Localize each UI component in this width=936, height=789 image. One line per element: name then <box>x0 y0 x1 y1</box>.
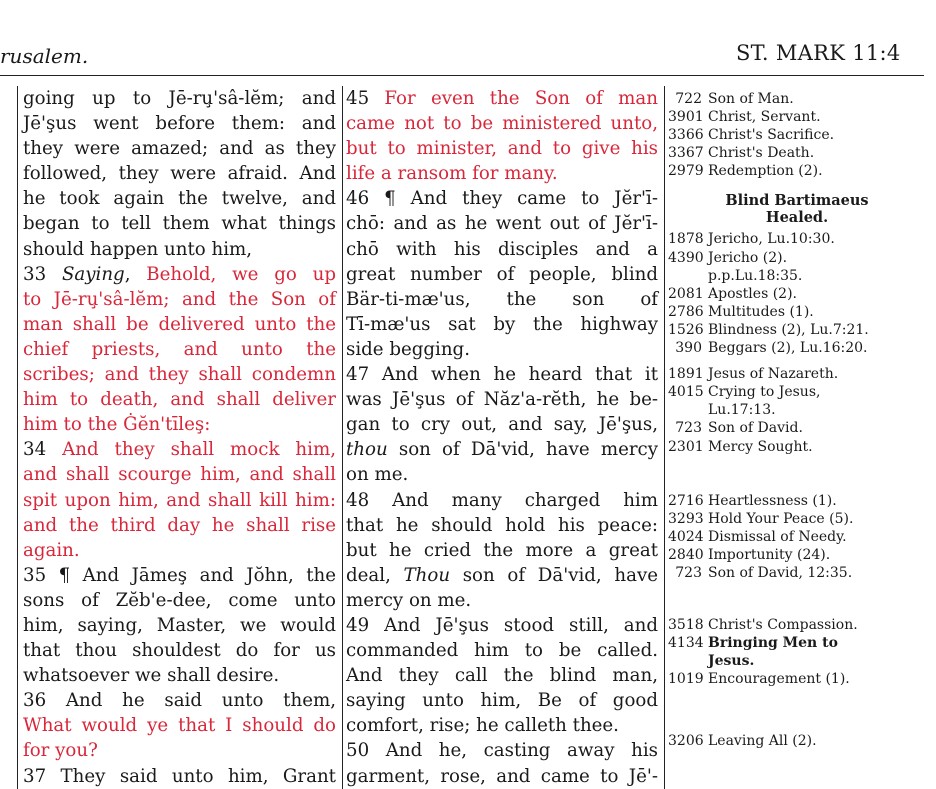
text-line: gan to cry out, and say, Jē'şus, <box>346 414 658 436</box>
section-heading: Blind Bartimaeus Healed. <box>725 192 869 227</box>
text-line: that he should hold his peace: <box>346 514 658 536</box>
topic-number: 2786 <box>668 303 704 320</box>
topic-number: 4390 <box>668 249 704 266</box>
text-line: commanded him to be called. <box>346 640 658 662</box>
ref-group-2 <box>668 230 926 357</box>
text-line: scribes; and they shall condemn <box>23 364 336 386</box>
topic-number: 3206 <box>668 733 704 750</box>
ref-group-3 <box>668 365 926 455</box>
text-line: saying unto him, Be of good <box>346 690 658 712</box>
topic-reference <box>668 365 926 383</box>
topic-reference <box>668 230 926 248</box>
ref-group-4 <box>668 492 926 582</box>
topic-reference <box>668 419 926 437</box>
topic-label: Apostles (2). <box>708 285 797 302</box>
text-line: 35 ¶ And Jāmeş and Jŏhn, the <box>23 564 336 586</box>
text-line: and shall scourge him, and shall <box>23 464 336 486</box>
topic-label: Christ's Compassion. <box>708 617 858 634</box>
ref-group-6 <box>668 732 926 750</box>
topic-number: 3901 <box>668 109 704 126</box>
topic-label: p.p.Lu.18:35. <box>708 267 803 284</box>
topic-label: Mercy Sought. <box>708 438 813 455</box>
topic-label: Crying to Jesus, <box>708 384 821 401</box>
text-line: him to death, and shall deliver <box>23 389 336 411</box>
topic-label: Jericho (2). <box>708 249 788 266</box>
text-line: 50 And he, casting away his <box>346 740 658 762</box>
text-line: chief priests, and unto the <box>23 338 336 360</box>
reference-column <box>668 90 926 751</box>
topic-number: 3367 <box>668 145 704 162</box>
text-line: should happen unto him, <box>23 238 253 260</box>
topic-label: Jericho, Lu.10:30. <box>708 231 835 248</box>
topic-label: Encouragement (1). <box>708 671 850 688</box>
topic-reference <box>668 616 926 634</box>
text-line: man shall be delivered unto the <box>23 313 336 335</box>
text-line: to Jē-ru̧'sâ-lĕm; and the Son of <box>23 288 336 310</box>
topic-label: Leaving All (2). <box>708 733 817 750</box>
text-line: And they call the blind man, <box>346 665 658 687</box>
topic-label: Son of David, 12:35. <box>708 564 853 581</box>
topic-reference <box>668 126 926 144</box>
topic-reference <box>668 546 926 564</box>
topic-number: 2081 <box>668 285 704 302</box>
text-line: Jē'şus went before them: and <box>23 113 336 135</box>
topic-reference <box>668 383 926 401</box>
text-line: began to tell them what things <box>23 213 336 235</box>
topic-label: Christ's Death. <box>708 145 815 162</box>
topic-number: 1878 <box>668 231 704 248</box>
ref-group-1 <box>668 90 926 180</box>
text-line: they were amazed; and as they <box>23 138 336 160</box>
running-head-left: rusalem. <box>0 44 89 68</box>
topic-reference <box>668 634 926 652</box>
text-line: chō: and as he went out of Jĕr'ī- <box>346 213 658 235</box>
column-rule-left <box>17 86 18 789</box>
text-line: going up to Jē-ru̧'sâ-lĕm; and <box>23 88 336 109</box>
text-line: thou son of Dā'vid, have mercy <box>346 439 658 461</box>
topic-label: Multitudes (1). <box>708 303 814 320</box>
text-line: 46 ¶ And they came to Jĕr'ī- <box>346 188 658 210</box>
text-line: came not to be ministered unto, <box>346 113 658 135</box>
topic-label: Importunity (24). <box>708 546 831 563</box>
header-rule <box>0 75 924 76</box>
text-line: 47 And when he heard that it <box>346 364 658 386</box>
text-line: 49 And Jē'şus stood still, and <box>346 614 658 636</box>
topic-label: Blindness (2), Lu.7:21. <box>708 321 869 338</box>
topic-label: Dismissal of Needy. <box>708 528 847 545</box>
topic-label: Christ's Sacrifice. <box>708 127 835 144</box>
text-line: on me. <box>346 464 409 486</box>
topic-number: 1891 <box>668 366 704 383</box>
topic-number: 2979 <box>668 163 704 180</box>
topic-reference <box>668 339 926 357</box>
topic-reference <box>668 401 926 419</box>
topic-reference <box>668 144 926 162</box>
topic-label: Redemption (2). <box>708 163 823 180</box>
text-line: 34 And they shall mock him, <box>23 439 336 461</box>
text-line: spit upon him, and shall kill him: <box>23 489 336 511</box>
text-line: he took again the twelve, and <box>23 188 336 210</box>
text-line: What would ye that I should do <box>23 715 336 737</box>
topic-label: Christ, Servant. <box>708 109 821 126</box>
text-line: and the third day he shall rise <box>23 514 336 536</box>
topic-number: 3366 <box>668 127 704 144</box>
topic-number: 3518 <box>668 617 704 634</box>
topic-number: 2716 <box>668 492 704 509</box>
topic-reference <box>668 652 926 670</box>
topic-number: 2301 <box>668 438 704 455</box>
text-line: followed, they were afraid. And <box>23 163 336 185</box>
text-line: him, saying, Master, we would <box>23 614 336 636</box>
text-line: chō with his disciples and a <box>346 238 658 260</box>
text-line: life a ransom for many. <box>346 163 558 185</box>
topic-label: Jesus of Nazareth. <box>708 366 839 383</box>
topic-label: Beggars (2), Lu.16:20. <box>708 340 868 357</box>
topic-reference <box>668 438 926 456</box>
topic-number: 390 <box>675 340 702 357</box>
text-line: side begging. <box>346 338 470 360</box>
topic-reference <box>668 90 926 108</box>
topic-reference <box>668 162 926 180</box>
topic-number: 3293 <box>668 510 704 527</box>
topic-reference <box>668 510 926 528</box>
topic-label: Hold Your Peace (5). <box>708 510 854 527</box>
topic-label: Bringing Men to <box>708 635 838 652</box>
topic-reference <box>668 492 926 510</box>
text-line: 33 Saying, Behold, we go up <box>23 263 336 285</box>
text-line: garment, rose, and came to Jē'- <box>346 765 658 787</box>
ref-group-5 <box>668 616 926 688</box>
topic-label: Son of Man. <box>708 91 794 107</box>
column-rule-middle <box>342 86 343 789</box>
text-column-1 <box>23 86 336 789</box>
topic-number: 1526 <box>668 321 704 338</box>
topic-reference <box>668 528 926 546</box>
topic-number: 722 <box>675 91 702 107</box>
topic-reference <box>668 249 926 267</box>
topic-reference <box>668 670 926 688</box>
topic-number: 723 <box>675 420 702 437</box>
topic-label: Jesus. <box>708 653 755 670</box>
topic-reference <box>668 321 926 339</box>
topic-reference <box>668 285 926 303</box>
column-rule-right <box>664 86 665 789</box>
topic-label: Lu.17:13. <box>708 402 776 419</box>
text-line: him to the Ġĕn'tīleş: <box>23 414 211 436</box>
topic-reference <box>668 267 926 285</box>
text-line: Bär-ti-mæ'us, the son of <box>346 288 658 310</box>
topic-label: Son of David. <box>708 420 803 437</box>
text-line: great number of people, blind <box>346 263 658 285</box>
text-line: again. <box>23 539 80 561</box>
topic-number: 1019 <box>668 671 704 688</box>
text-line: but he cried the more a great <box>346 539 658 561</box>
text-line: that thou shouldest do for us <box>23 640 336 662</box>
topic-reference <box>668 564 926 582</box>
topic-number: 4134 <box>668 635 704 652</box>
text-column-2 <box>346 86 658 789</box>
text-line: deal, Thou son of Dā'vid, have <box>346 564 658 586</box>
text-line: was Jē'şus of Năz'a-rĕth, he be- <box>346 389 658 411</box>
text-line: 48 And many charged him <box>346 489 658 511</box>
text-line: whatsoever we shall desire. <box>23 665 280 687</box>
topic-number: 2840 <box>668 546 704 563</box>
topic-number: 4024 <box>668 528 704 545</box>
topic-reference <box>668 303 926 321</box>
text-line: 45 For even the Son of man <box>346 88 658 109</box>
topic-label: Heartlessness (1). <box>708 492 837 509</box>
running-head-right: ST. MARK 11:4 <box>736 41 901 65</box>
text-line: sons of Zĕb'e-dee, come unto <box>23 589 336 611</box>
text-line: comfort, rise; he calleth thee. <box>346 715 619 737</box>
topic-number: 4015 <box>668 384 704 401</box>
topic-reference <box>668 108 926 126</box>
text-line: but to minister, and to give his <box>346 138 658 160</box>
topic-reference <box>668 732 926 750</box>
text-line: for you? <box>23 740 98 762</box>
text-line: Tī-mæ'us sat by the highway <box>346 313 658 335</box>
topic-number: 723 <box>675 564 702 581</box>
text-line: 36 And he said unto them, <box>23 690 336 712</box>
text-line: 37 They said unto him, Grant <box>23 765 336 787</box>
text-line: mercy on me. <box>346 589 472 611</box>
